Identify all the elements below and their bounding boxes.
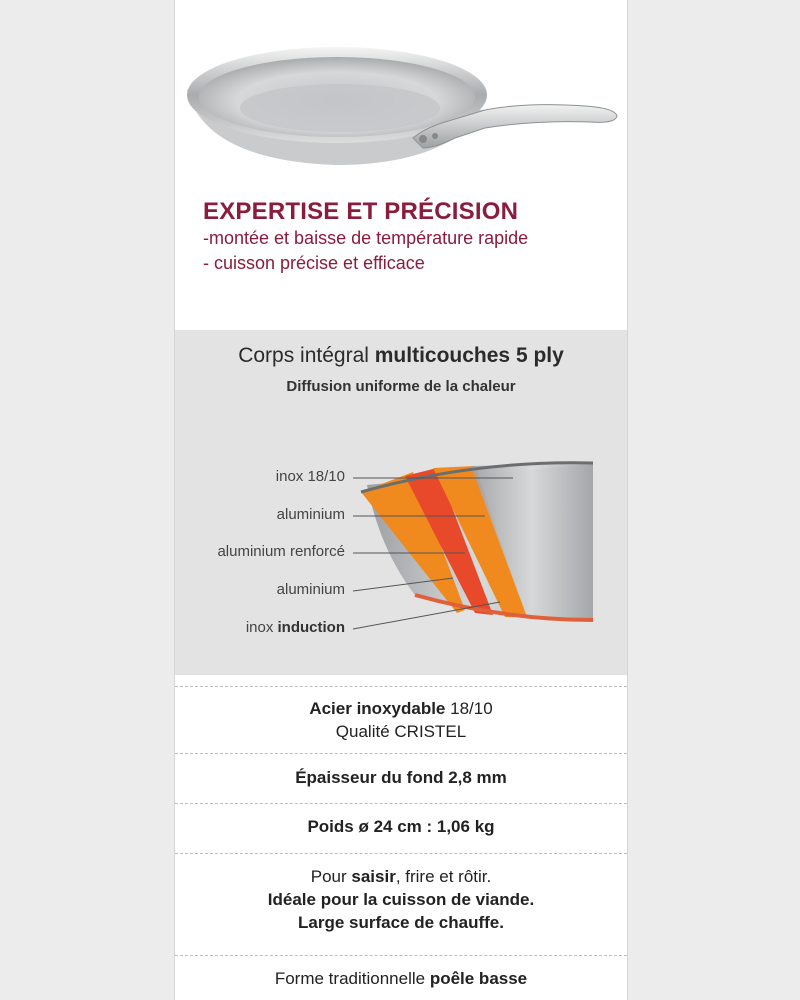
construction-subtitle: Diffusion uniforme de la chaleur bbox=[286, 378, 516, 395]
weight-spec: Poids ø 24 cm : 1,06 kg bbox=[307, 817, 495, 836]
layer-diagram bbox=[175, 450, 627, 650]
frying-pan-image bbox=[185, 40, 625, 175]
layer-label: aluminium bbox=[276, 581, 345, 598]
construction-title: Corps intégral multicouches 5 ply bbox=[238, 344, 564, 367]
shape-spec: Forme traditionnelle poêle basse bbox=[274, 969, 528, 988]
expertise-section bbox=[203, 198, 613, 276]
divider bbox=[175, 753, 627, 754]
divider bbox=[175, 686, 627, 687]
quality-label: Qualité CRISTEL bbox=[335, 722, 467, 741]
divider bbox=[175, 853, 627, 854]
divider bbox=[175, 955, 627, 956]
expertise-line: - cuisson précise et efficace bbox=[203, 253, 425, 273]
material-spec: Acier inoxydable 18/10 Qualité CRISTEL bbox=[175, 697, 627, 743]
layer-label: inox induction bbox=[245, 619, 345, 636]
divider bbox=[175, 803, 627, 804]
product-sheet bbox=[174, 0, 628, 1000]
thickness-spec: Épaisseur du fond 2,8 mm bbox=[295, 768, 507, 787]
layer-label: aluminium renforcé bbox=[217, 543, 345, 560]
pan-layers-cutaway bbox=[175, 450, 627, 650]
layer-label: aluminium bbox=[276, 506, 345, 523]
usage-spec: Pour saisir, frire et rôtir. Idéale pour la cuisson de viande. Large surface de chauffe. bbox=[267, 867, 535, 932]
expertise-line: -montée et baisse de température rapide bbox=[203, 228, 529, 248]
construction-panel bbox=[175, 330, 627, 675]
layer-label: inox 18/10 bbox=[275, 468, 345, 485]
expertise-title: EXPERTISE ET PRÉCISION bbox=[203, 198, 519, 225]
